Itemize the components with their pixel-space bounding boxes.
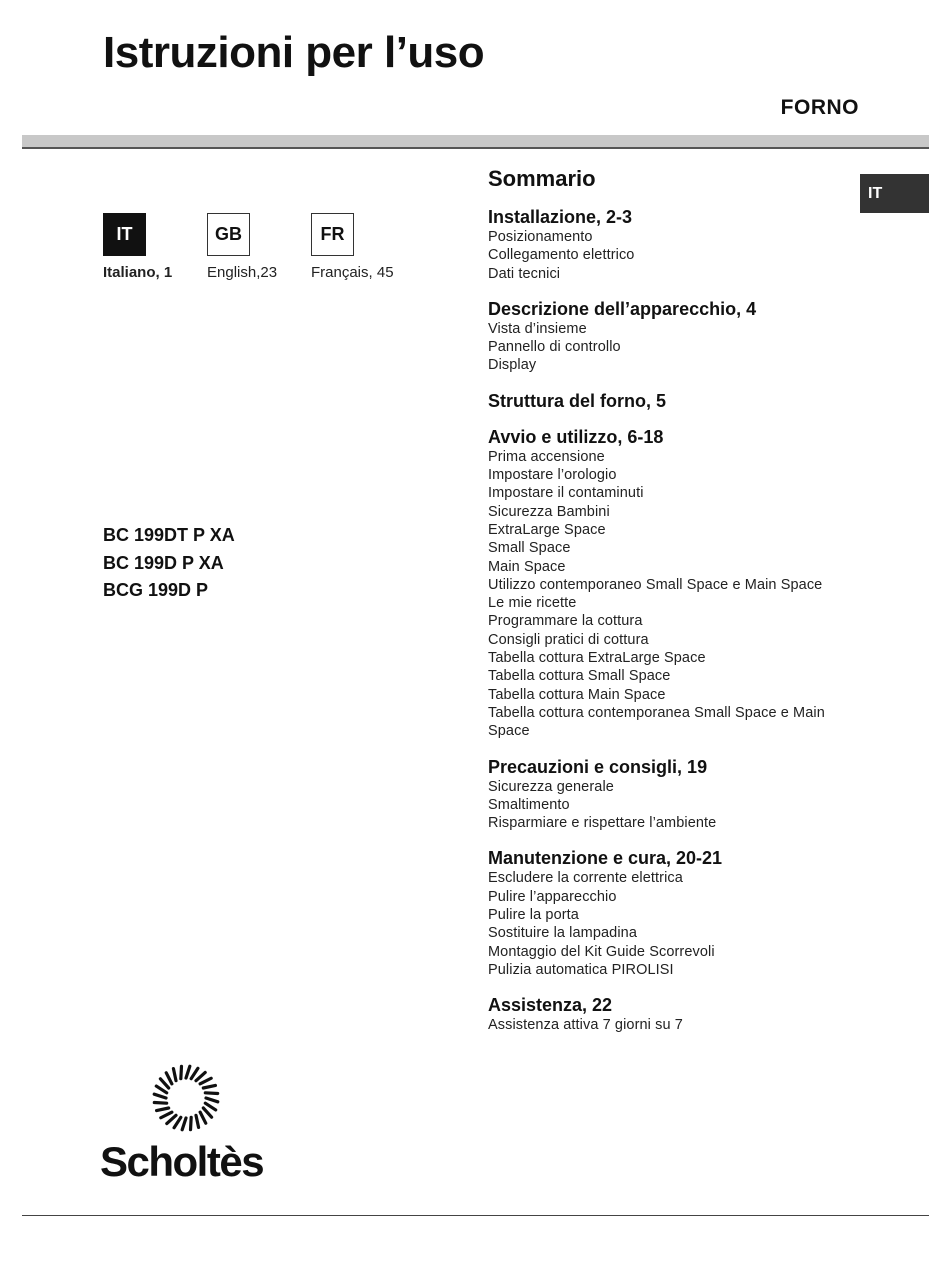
logo-ray <box>200 1078 211 1084</box>
toc-item: Smaltimento <box>488 796 570 813</box>
toc-section <box>488 757 848 833</box>
toc-section-heading: Manutenzione e cura, 20-21 <box>488 848 723 869</box>
toc-item: Pannello di controllo <box>488 339 621 356</box>
logo-ray <box>166 1073 172 1084</box>
logo-ray <box>173 1069 176 1081</box>
toc-item: Dati tecnici <box>488 265 561 282</box>
toc-section-heading: Precauzioni e consigli, 19 <box>488 756 708 777</box>
toc-section <box>488 848 848 979</box>
toc-section <box>488 207 848 283</box>
lang-box-fr: FR <box>311 213 354 256</box>
toc-item: Sicurezza Bambini <box>488 503 610 520</box>
model-name: BCG 199D P <box>103 580 209 600</box>
logo-ray <box>156 1086 166 1093</box>
logo-ray <box>154 1094 166 1098</box>
toc-section-heading: Descrizione dell’apparecchio, 4 <box>488 298 757 319</box>
toc-section-heading: Avvio e utilizzo, 6-18 <box>488 426 664 447</box>
toc-item: Sostituire la lampadina <box>488 925 637 942</box>
toc-item: Montaggio del Kit Guide Scorrevoli <box>488 943 715 960</box>
header-divider <box>22 135 929 149</box>
toc-item: Prima accensione <box>488 448 605 465</box>
toc-item: Le mie ricette <box>488 595 577 612</box>
toc-item: Impostare il contaminuti <box>488 485 644 502</box>
toc-item: Posizionamento <box>488 229 593 245</box>
lang-label-it: Italiano, 1 <box>103 264 173 281</box>
logo-ray <box>157 1108 169 1111</box>
toc-item: Tabella cottura Main Space <box>488 686 666 703</box>
toc-item: Pulire la porta <box>488 907 579 924</box>
toc-item: Display <box>488 357 537 374</box>
logo-ray <box>174 1117 181 1127</box>
toc-sections <box>488 207 848 1035</box>
toc-item: Assistenza attiva 7 giorni su 7 <box>488 1017 683 1034</box>
logo-ray <box>196 1072 205 1080</box>
lang-box-gb: GB <box>207 213 250 256</box>
logo-ray <box>205 1093 217 1094</box>
toc-section-heading: Installazione, 2-3 <box>488 207 633 227</box>
toc-item: Vista d’insieme <box>488 320 587 337</box>
logo-ray <box>200 1112 206 1123</box>
logo-ray <box>191 1117 192 1129</box>
toc-section <box>488 995 848 1034</box>
logo-ray <box>181 1066 182 1078</box>
toc-item: Consigli pratici di cottura <box>488 631 649 648</box>
logo-ray <box>203 1108 211 1117</box>
toc-item: Tabella cottura Small Space <box>488 668 671 685</box>
toc-item: Main Space <box>488 558 566 575</box>
toc-item: Escludere la corrente elettrica <box>488 870 683 887</box>
lang-label-gb: English,23 <box>207 264 278 281</box>
toc-item: Impostare l’orologio <box>488 467 617 484</box>
logo-ray <box>203 1085 215 1088</box>
product-type: FORNO <box>780 96 859 119</box>
toc-item: Risparmiare e rispettare l’ambiente <box>488 815 717 832</box>
logo-ray <box>186 1066 190 1078</box>
logo-ray <box>154 1103 166 1104</box>
table-of-contents <box>488 166 848 1051</box>
toc-item: Tabella cottura ExtraLarge Space <box>488 650 706 667</box>
page-title: Istruzioni per l’uso <box>103 28 485 77</box>
toc-title: Sommario <box>488 166 596 191</box>
model-name: BC 199DT P XA <box>103 525 235 545</box>
toc-item: Pulizia automatica PIROLISI <box>488 961 674 978</box>
toc-section <box>488 391 848 411</box>
logo-ray <box>182 1118 186 1130</box>
logo-ray <box>161 1112 172 1118</box>
model-name: BC 199D P XA <box>103 552 224 573</box>
logo-ray <box>205 1103 215 1110</box>
toc-item: Tabella cottura contemporanea Small Space e Main Space <box>488 704 825 740</box>
toc-item: ExtraLarge Space <box>488 521 606 538</box>
sun-ring-icon <box>152 1064 220 1132</box>
brand-name: Scholtès <box>100 1138 264 1185</box>
toc-item: Sicurezza generale <box>488 778 614 795</box>
logo-ray <box>191 1068 198 1078</box>
model-list <box>103 522 235 605</box>
language-tab: IT <box>860 174 929 213</box>
lang-box-it: IT <box>103 213 146 256</box>
toc-section <box>488 299 848 375</box>
toc-section <box>488 427 848 741</box>
toc-section-heading: Struttura del forno, 5 <box>488 390 667 411</box>
toc-item: Small Space <box>488 540 571 557</box>
toc-item: Programmare la cottura <box>488 613 643 630</box>
logo-ray <box>196 1115 199 1127</box>
lang-label-fr: Français, 45 <box>311 264 394 281</box>
footer-divider <box>22 1215 929 1216</box>
logo-ray <box>206 1098 218 1102</box>
logo-ray <box>167 1115 176 1123</box>
brand-logo <box>100 1062 280 1192</box>
toc-item: Pulire l’apparecchio <box>488 888 617 905</box>
logo-ray <box>160 1079 168 1088</box>
toc-item: Utilizzo contemporaneo Small Space e Main Space <box>488 576 823 593</box>
toc-item: Collegamento elettrico <box>488 247 635 264</box>
toc-section-heading: Assistenza, 22 <box>488 995 613 1016</box>
